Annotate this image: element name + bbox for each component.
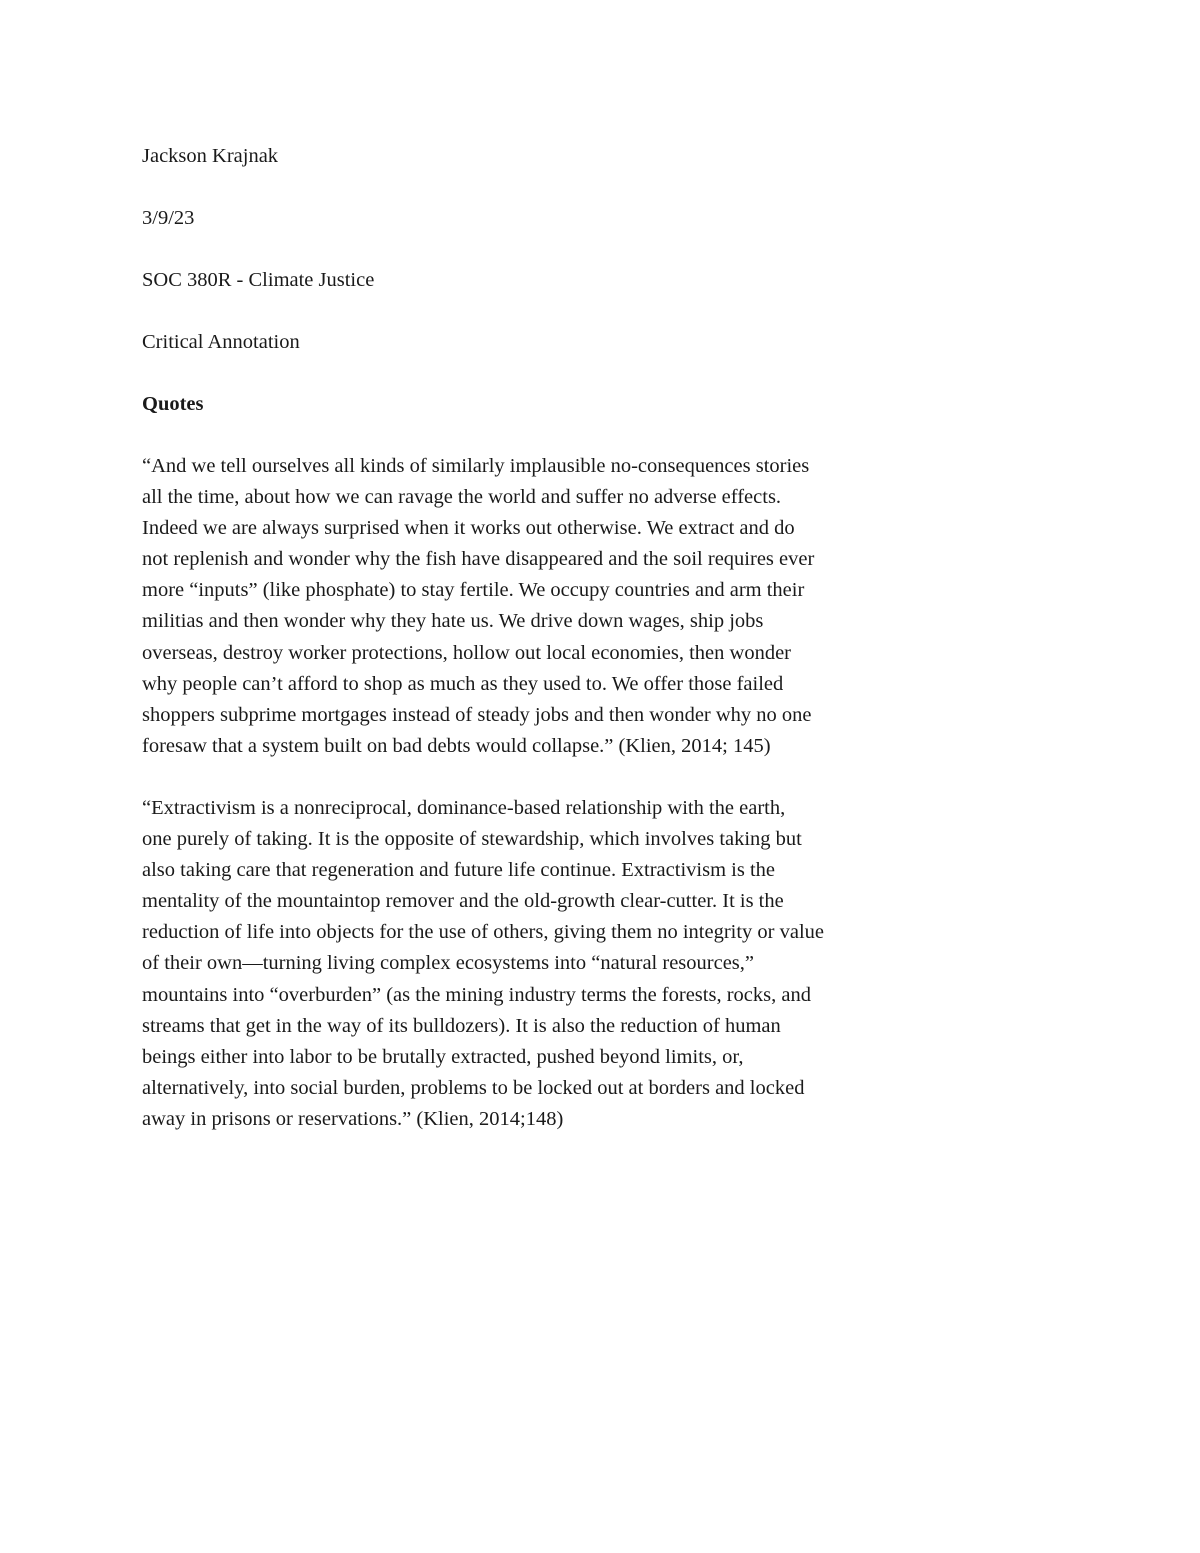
quote-line: “And we tell ourselves all kinds of similarly implausible no-consequences stories xyxy=(142,455,810,477)
quote-line: also taking care that regeneration and future life continue. Extractivism is the xyxy=(142,859,775,882)
quote-line: Indeed we are always surprised when it works out otherwise. We extract and do xyxy=(142,517,795,540)
quote-paragraph xyxy=(142,451,942,762)
quote-line: more “inputs” (like phosphate) to stay fertile. We occupy countries and arm their xyxy=(142,579,805,602)
quote-line: not replenish and wonder why the fish have disappeared and the soil requires ever xyxy=(142,548,815,571)
quote-line: beings either into labor to be brutally extracted, pushed beyond limits, or, xyxy=(142,1045,744,1068)
section-heading-quotes: Quotes xyxy=(142,393,204,415)
quote-line: militias and then wonder why they hate us. We drive down wages, ship jobs xyxy=(142,610,764,633)
quote-line: why people can’t afford to shop as much as they used to. We offer those failed xyxy=(142,672,784,695)
quote-line: mentality of the mountaintop remover and the old-growth clear-cutter. It is the xyxy=(142,890,784,913)
quote-line: reduction of life into objects for the use of others, giving them no integrity or value xyxy=(142,921,825,944)
quote-line: shoppers subprime mortgages instead of steady jobs and then wonder why no one xyxy=(142,703,812,726)
quote-line: of their own—turning living complex ecosystems into “natural resources,” xyxy=(142,952,754,975)
author-name: Jackson Krajnak xyxy=(142,145,279,167)
quote-line: overseas, destroy worker protections, hollow out local economies, then wonder xyxy=(142,641,791,664)
assignment-title: Critical Annotation xyxy=(142,331,300,353)
quote-paragraph xyxy=(142,793,942,1135)
quote-line: alternatively, into social burden, problems to be locked out at borders and locked xyxy=(142,1076,805,1099)
quote-line: away in prisons or reservations.” (Klien, 2014;148) xyxy=(142,1107,564,1130)
quote-line: foresaw that a system built on bad debts would collapse.” (Klien, 2014; 145) xyxy=(142,734,771,757)
quote-line: “Extractivism is a nonreciprocal, dominance-based relationship with the earth, xyxy=(142,796,786,819)
quote-line: one purely of taking. It is the opposite of stewardship, which involves taking but xyxy=(142,828,802,851)
quote-line: streams that get in the way of its bulldozers). It is also the reduction of human xyxy=(142,1014,781,1037)
quote-line: all the time, about how we can ravage the world and suffer no adverse effects. xyxy=(142,486,782,509)
paragraph-spacer xyxy=(142,762,942,793)
course-title: SOC 380R - Climate Justice xyxy=(142,269,375,291)
quote-line: mountains into “overburden” (as the mining industry terms the forests, rocks, and xyxy=(142,983,811,1006)
document-body xyxy=(142,141,942,1135)
document-date: 3/9/23 xyxy=(142,207,195,229)
